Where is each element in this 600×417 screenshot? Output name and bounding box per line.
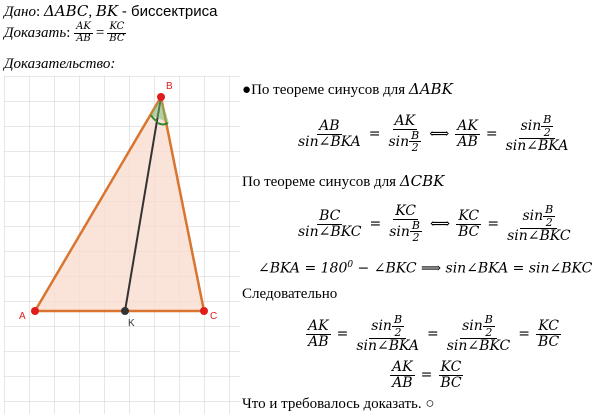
s1-f4-hb-num: B bbox=[543, 113, 552, 127]
prove-lhs-den: AB bbox=[76, 32, 91, 44]
s4-f3-hb-den: 2 bbox=[485, 325, 493, 339]
s1-f4-half-b bbox=[541, 114, 553, 138]
s4-f3-hb-num: B bbox=[484, 313, 493, 327]
prove-lhs-num: AK bbox=[76, 21, 91, 32]
point-c bbox=[200, 307, 208, 315]
s1-f4-den: sin∠BKA bbox=[505, 138, 569, 155]
s2-frac4 bbox=[505, 204, 573, 244]
s4-res-frac1 bbox=[390, 360, 415, 390]
s1-f2-den bbox=[386, 130, 423, 154]
label-k: K bbox=[128, 318, 135, 329]
s4-f3-half-b bbox=[483, 314, 495, 338]
s4-f3-den: sin∠BKC bbox=[446, 338, 511, 355]
given-triangle: ΔABC bbox=[43, 2, 89, 20]
label-b: B bbox=[166, 81, 173, 92]
s4-f1-den: AB bbox=[308, 333, 329, 350]
s1-f2-sin: sin bbox=[388, 133, 410, 150]
prove-rhs-num: KC bbox=[109, 21, 125, 32]
s4-label: Следовательно bbox=[242, 286, 338, 302]
s2-f2-num: KC bbox=[395, 203, 417, 220]
s4-frac4 bbox=[536, 319, 561, 349]
s4-f4-num: KC bbox=[538, 317, 560, 334]
s2-frac3 bbox=[456, 209, 481, 239]
s4-frac2 bbox=[354, 314, 421, 354]
step1-text: По теореме синусов для bbox=[251, 82, 409, 98]
given-label: Дано bbox=[4, 4, 36, 20]
s4-eq3: = bbox=[518, 326, 530, 342]
s1-frac4 bbox=[504, 114, 571, 154]
s1-hb-den: 2 bbox=[411, 141, 419, 155]
s4-frac3 bbox=[445, 314, 513, 354]
s1-eq2: = bbox=[485, 126, 498, 142]
step2-tri: ΔCBK bbox=[399, 172, 445, 190]
s4-res-f2-num: KC bbox=[440, 358, 462, 375]
step4-result bbox=[390, 356, 464, 394]
s4-f3-sin: sin bbox=[462, 317, 483, 334]
label-a: A bbox=[19, 311, 26, 322]
s4-eq1: = bbox=[336, 326, 349, 342]
s4-frac1 bbox=[306, 319, 331, 349]
s1-f1-den: sin∠BKA bbox=[298, 133, 361, 150]
s2-f2-den bbox=[387, 220, 424, 244]
s2-f3-num: KC bbox=[458, 207, 480, 224]
s2-f3-den: BC bbox=[458, 223, 480, 240]
step4-equation bbox=[306, 306, 561, 362]
bullet: ● bbox=[242, 82, 252, 98]
s4-f4-den: BC bbox=[537, 333, 560, 350]
s1-frac3 bbox=[455, 119, 480, 149]
s4-f2-hb-num: B bbox=[393, 313, 403, 327]
s2-f4-hb-num: B bbox=[545, 203, 554, 217]
s1-f1-num: AB bbox=[319, 117, 340, 134]
s4-res-eq: = bbox=[420, 367, 433, 383]
step2-text: По теореме синусов для bbox=[242, 174, 400, 190]
s2-f2-sin: sin bbox=[389, 223, 410, 240]
s4-f2-sin: sin bbox=[371, 317, 392, 334]
s2-half-b bbox=[410, 220, 422, 244]
s4-res-f1-den: AB bbox=[392, 374, 413, 391]
s1-half-b bbox=[409, 130, 421, 154]
s4-f1-num: AK bbox=[308, 317, 329, 334]
s2-f4-den: sin∠BKC bbox=[507, 228, 571, 245]
s2-f1-num: BC bbox=[319, 207, 341, 224]
step3-equation bbox=[258, 260, 592, 277]
conclusion bbox=[242, 396, 434, 413]
triangle-figure bbox=[4, 76, 240, 414]
s1-hb-num: B bbox=[411, 128, 420, 142]
s2-f4-half-b bbox=[543, 204, 555, 228]
label-c: C bbox=[210, 311, 218, 322]
s2-frac2 bbox=[387, 204, 424, 244]
s2-eq2: = bbox=[487, 216, 500, 232]
s1-f3-den: AB bbox=[457, 133, 478, 150]
step4-label bbox=[242, 286, 337, 303]
step1-tri: ΔABK bbox=[408, 80, 453, 98]
proof-label-text: Доказательство bbox=[4, 56, 111, 72]
given-line: Дано: ΔABC, BK - биссектриса bbox=[4, 2, 218, 20]
s2-f4-num bbox=[520, 204, 557, 229]
s2-f1-den: sin∠BKC bbox=[298, 223, 362, 240]
s3-text1: ∠BKA = 180 bbox=[258, 260, 348, 277]
conclusion-text: Что и требовалось доказать. ○ bbox=[242, 396, 435, 412]
s1-frac2 bbox=[386, 114, 423, 154]
s4-f2-den: sin∠BKA bbox=[356, 338, 420, 355]
s4-res-frac2 bbox=[438, 360, 463, 390]
prove-fraction-left bbox=[74, 22, 93, 44]
s2-iff: ⟺ bbox=[430, 216, 451, 232]
step1-equation bbox=[296, 104, 570, 164]
s2-eq1: = bbox=[369, 216, 382, 232]
s2-hb-num: B bbox=[411, 218, 421, 232]
s2-frac1 bbox=[296, 209, 364, 239]
given-segment: BK bbox=[95, 2, 119, 20]
s1-f3-num: AK bbox=[457, 117, 478, 134]
step2-heading bbox=[242, 172, 444, 191]
s4-res-f2-den: BC bbox=[440, 374, 462, 391]
step2-equation bbox=[296, 194, 573, 254]
s2-hb-den: 2 bbox=[412, 231, 420, 245]
point-b bbox=[157, 93, 165, 101]
step1-heading bbox=[242, 80, 453, 99]
s1-iff: ⟺ bbox=[429, 126, 450, 142]
s1-f2-num: AK bbox=[394, 113, 416, 130]
s4-eq2: = bbox=[427, 326, 439, 342]
point-a bbox=[31, 307, 39, 315]
point-k bbox=[121, 307, 129, 315]
prove-rhs-den: BC bbox=[109, 32, 125, 44]
proof-label: Доказательство: bbox=[4, 56, 116, 72]
s4-res-f1-num: AK bbox=[392, 358, 413, 375]
s2-f4-sin: sin bbox=[522, 207, 544, 224]
prove-line: Доказать : $\frac{AK}{AB}$ = $\frac{KC}{BC}$ bbox=[4, 21, 125, 44]
s1-frac1 bbox=[296, 119, 363, 149]
prove-fraction-right bbox=[107, 22, 126, 44]
s4-f2-half-b bbox=[392, 314, 404, 338]
s1-f4-num bbox=[519, 114, 556, 139]
given-suffix: - биссектриса bbox=[121, 3, 218, 20]
s4-f2-hb-den: 2 bbox=[394, 325, 402, 339]
s4-f2-num bbox=[369, 314, 406, 339]
s2-f4-hb-den: 2 bbox=[545, 215, 553, 229]
s4-f3-num bbox=[460, 314, 497, 339]
s3-sup: 0 bbox=[347, 260, 354, 270]
prove-eq: = bbox=[95, 24, 105, 41]
s1-eq1: = bbox=[368, 126, 381, 142]
s1-f4-sin: sin bbox=[520, 117, 542, 134]
prove-label: Доказать bbox=[4, 24, 67, 41]
s3-text2: − ∠BKC ⟹ sin∠BKA = sin∠BKC bbox=[353, 260, 593, 277]
s1-f4-hb-den: 2 bbox=[543, 125, 551, 139]
